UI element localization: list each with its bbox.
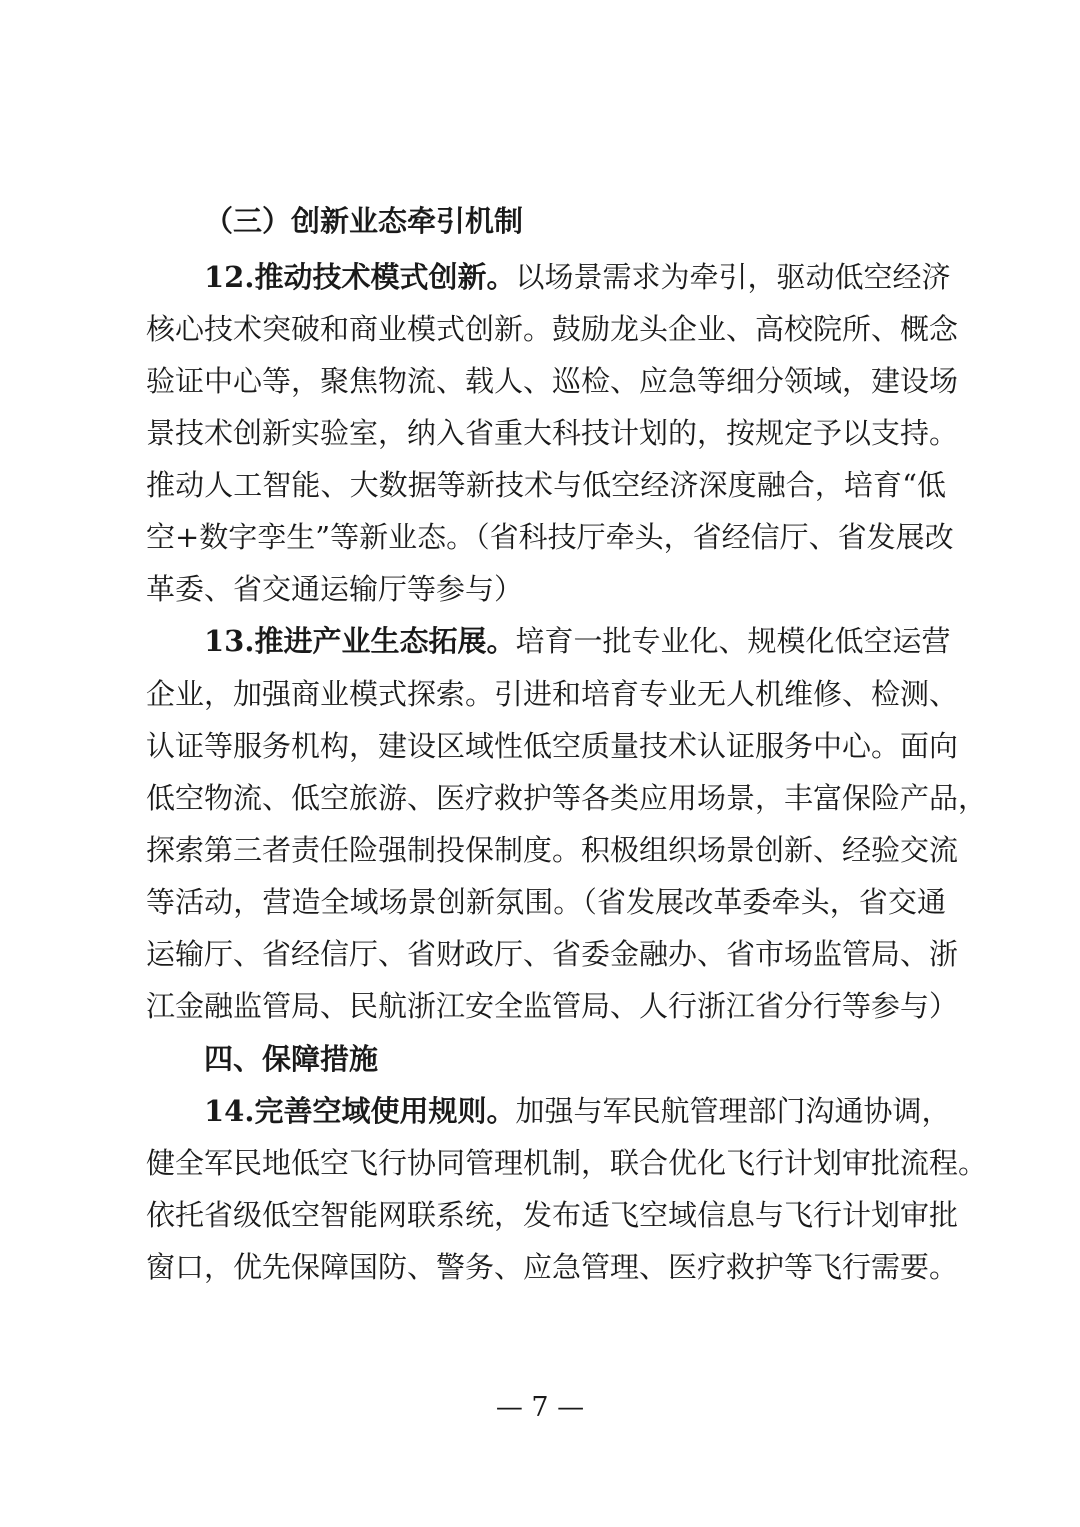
paragraph-line: 验证中心等，聚焦物流、载人、巡检、应急等细分领域，建设场 (146, 364, 959, 398)
paragraph-line: 探索第三者责任险强制投保制度。积极组织场景创新、经验交流 (146, 833, 959, 867)
paragraph-line: 运输厅、省经信厅、省财政厅、省委金融办、省市场监管局、浙 (146, 937, 959, 971)
paragraph-line (204, 621, 951, 661)
paragraph-line: 景技术创新实验室，纳入省重大科技计划的，按规定予以支持。 (146, 416, 959, 450)
paragraph-line: 空+数字孪生”等新业态。（省科技厅牵头，省经信厅、省发展改 (146, 520, 954, 554)
paragraph-line: 江金融监管局、民航浙江安全监管局、人行浙江省分行等参与） (146, 989, 959, 1023)
item-title: 12.推动技术模式创新。 (204, 260, 516, 294)
paragraph-line: 健全军民地低空飞行协同管理机制，联合优化飞行计划审批流程。 (146, 1146, 988, 1180)
paragraph-line: 窗口，优先保障国防、警务、应急管理、医疗救护等飞行需要。 (146, 1250, 959, 1284)
paragraph-line: 等活动，营造全域场景创新氛围。（省发展改革委牵头，省交通 (146, 885, 946, 919)
item-title: 14.完善空域使用规则。 (204, 1094, 516, 1128)
page-number: — 7 — (495, 1392, 585, 1423)
item-title: 13.推进产业生态拓展。 (204, 624, 516, 658)
paragraph-line: 低空物流、低空旅游、医疗救护等各类应用场景，丰富保险产品， (146, 781, 988, 815)
paragraph-line: 认证等服务机构，建设区域性低空质量技术认证服务中心。面向 (146, 729, 959, 763)
section-heading: 四、保障措施 (204, 1042, 379, 1076)
paragraph-line: 核心技术突破和商业模式创新。鼓励龙头企业、高校院所、概念 (146, 312, 959, 346)
paragraph-line (204, 1091, 951, 1131)
paragraph-line: 企业，加强商业模式探索。引进和培育专业无人机维修、检测、 (146, 677, 959, 711)
paragraph-text: 以场景需求为牵引，驱动低空经济 (515, 260, 951, 294)
paragraph-line: 依托省级低空智能网联系统，发布适飞空域信息与飞行计划审批 (146, 1198, 959, 1232)
paragraph-line (204, 257, 951, 297)
section-heading: （三）创新业态牵引机制 (204, 204, 524, 238)
paragraph-line: 革委、省交通运输厅等参与） (146, 572, 524, 606)
paragraph-line: 推动人工智能、大数据等新技术与低空经济深度融合，培育“低 (146, 468, 946, 502)
paragraph-text: 培育一批专业化、规模化低空运营 (515, 624, 951, 658)
paragraph-text: 加强与军民航管理部门沟通协调， (515, 1094, 951, 1128)
